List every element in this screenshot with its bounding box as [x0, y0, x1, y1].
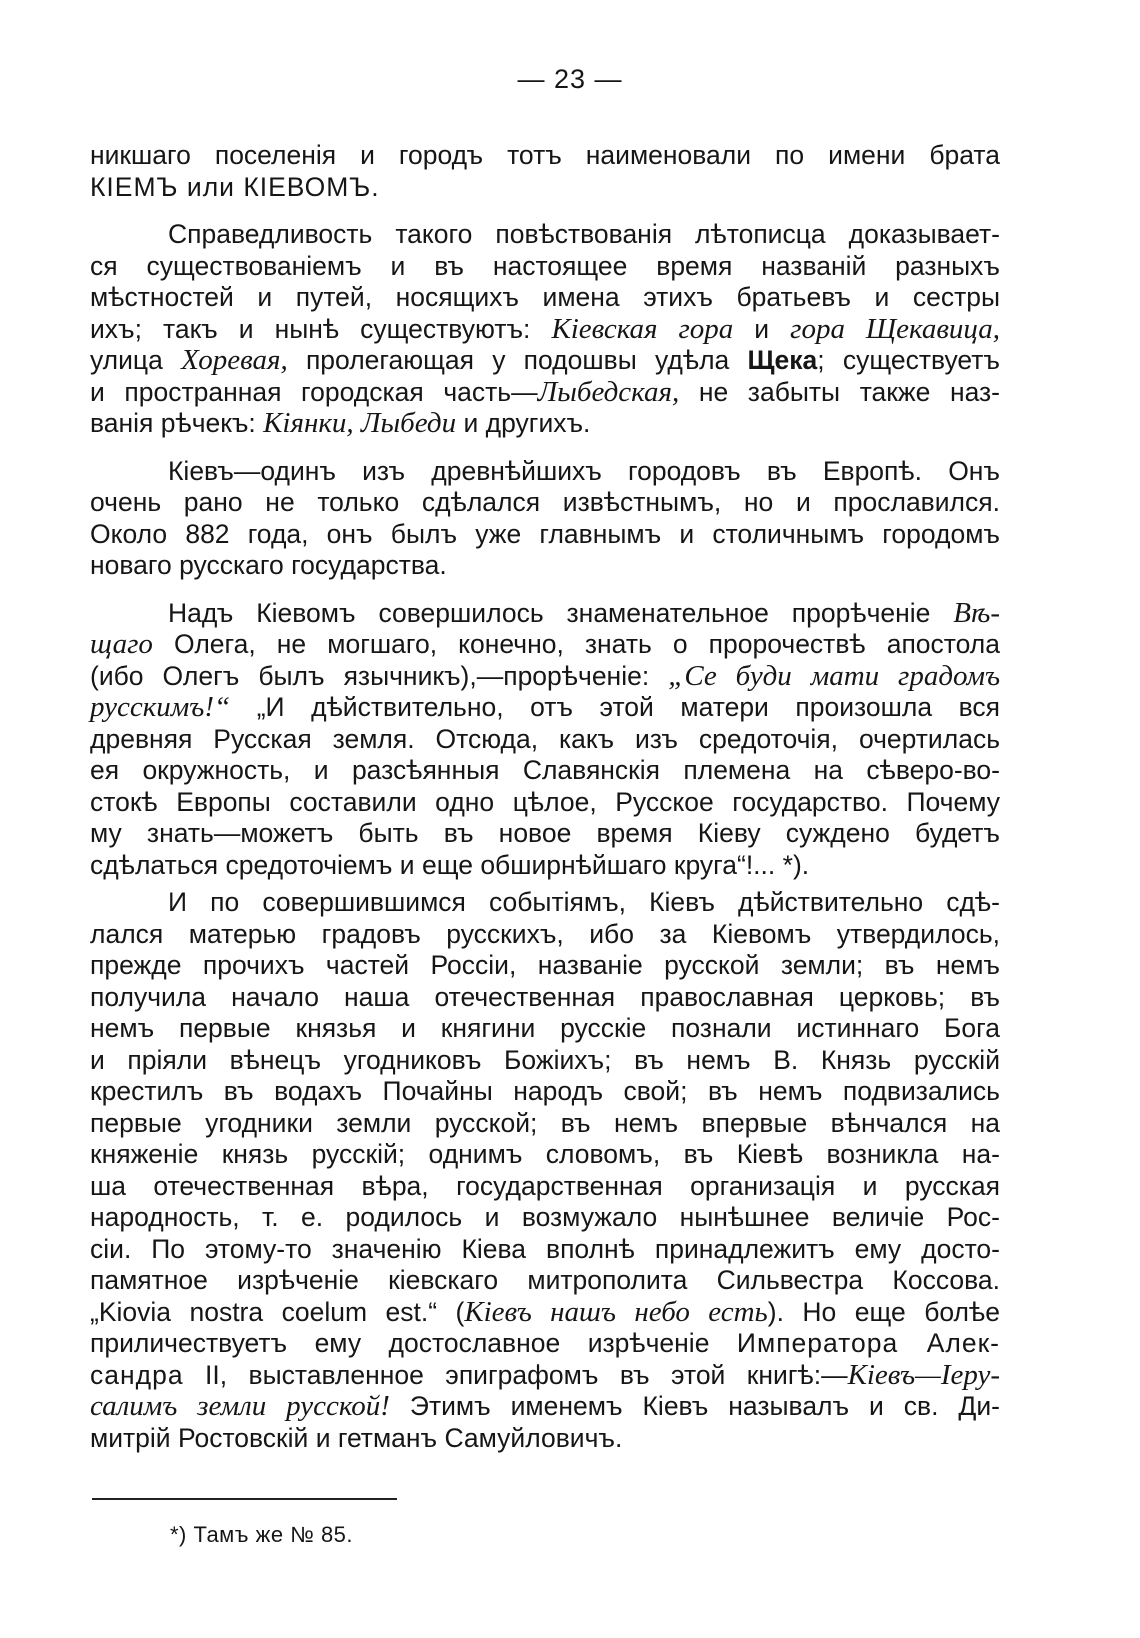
text-run: Этимъ именемъ Кіевъ называлъ и св. Ди-	[389, 1391, 1000, 1421]
emphasis-text: щаго	[90, 628, 153, 660]
text-run: (ибо Олегъ былъ язычникъ),—прорѣченіе:	[90, 660, 669, 691]
paragraph-2	[90, 219, 1000, 440]
text-line: очень рано не только сдѣлался извѣстнымъ, но и прославился.	[90, 487, 1000, 517]
text-line	[90, 377, 1000, 409]
emphasis-text: гора Щекавица,	[790, 312, 1001, 345]
paragraph-5	[90, 887, 1000, 1454]
text-line: мѣстностей и путей, носящихъ имена этихъ братьевъ и сестры	[90, 282, 1000, 312]
text-line	[90, 345, 1000, 377]
text-run: улица	[90, 345, 182, 375]
small-caps-text: сандра	[90, 1359, 184, 1390]
text-line: ся существованіемъ и въ настоящее время названій разныхъ	[90, 250, 1000, 281]
text-line	[90, 1328, 1000, 1360]
text-line: немъ первые князья и княгини русскіе познали истиннаго Бога	[90, 1013, 1000, 1043]
text-line	[90, 1360, 1000, 1392]
text-line: КІЕМЪ или КІЕВОМЪ.	[90, 171, 380, 202]
text-line: ея окружность, и разсѣянныя Славянскія племена на сѣверо-во-	[90, 755, 1000, 785]
text-line: сдѣлаться средоточіемъ и еще обширнѣйшаго круга“!... *).	[90, 849, 810, 880]
text-run: и другихъ.	[456, 408, 591, 438]
text-line: и пріяли вѣнецъ угодниковъ Божіихъ; въ немъ В. Князь русскій	[90, 1044, 1000, 1075]
emphasis-text: Кіевская гора	[551, 312, 734, 345]
text-line: никшаго поселенія и городъ тотъ наименовали по имени брата	[90, 140, 1000, 170]
emphasis-text: Кіянки, Лыбеди	[263, 407, 457, 439]
text-line: митрій Ростовскій и гетманъ Самуйловичъ.	[90, 1422, 623, 1453]
text-line: сіи. По этому-то значенію Кіева вполнѣ принадлежитъ ему досто-	[90, 1233, 1000, 1264]
text-run: не забыты также наз-	[679, 376, 1000, 407]
text-line: новаго русскаго государства.	[90, 550, 447, 580]
text-run: Надъ Кіевомъ совершилось знаменательное прорѣченіе	[168, 597, 954, 628]
page-number: — 23 —	[517, 64, 623, 94]
text-line: народность, т. е. родилось и возмужало нынѣшнее величіе Рос-	[90, 1202, 1000, 1232]
text-line: крестилъ въ водахъ Почайны народъ свой; въ немъ подвизались	[90, 1076, 1000, 1106]
emphasis-text: Вѣ-	[953, 596, 1000, 629]
text-run: II, выставленное эпиграфомъ въ этой книгѣ:—	[183, 1359, 848, 1390]
paragraph-3	[90, 456, 1000, 582]
text-run: Олега, не могшаго, конечно, знать о пророчествѣ апостола	[152, 629, 1000, 659]
text-line: первые угодники земли русской; въ немъ впервые вѣнчался на	[90, 1107, 1000, 1138]
emphasis-text: салимъ земли русской!	[90, 1390, 390, 1422]
text-line: Кіевъ—одинъ изъ древнѣйшихъ городовъ въ Европѣ. Онъ	[168, 455, 1000, 486]
text-line: Справедливость такого повѣствованія лѣтописца доказывает-	[168, 219, 1000, 249]
text-line: получила начало наша отечественная православная церковь; въ	[90, 981, 1000, 1012]
text-run: ихъ; такъ и нынѣ существуютъ:	[90, 313, 552, 344]
small-caps-text: Императора Алек-	[736, 1328, 1000, 1358]
body-text	[90, 140, 1000, 1454]
text-line: Около 882 года, онъ былъ уже главнымъ и столичнымъ городомъ	[90, 518, 1000, 549]
text-line: И по совершившимся событіямъ, Кіевъ дѣйствительно сдѣ-	[168, 887, 1000, 917]
emphasis-text: Хоревая,	[181, 344, 288, 376]
emphasis-text: Лыбедская,	[537, 375, 680, 408]
text-line: прежде прочихъ частей Россіи, названіе русской земли; въ немъ	[90, 950, 1000, 980]
emphasis-text: „Се буди мати градомъ	[668, 659, 1000, 692]
text-line	[90, 408, 1000, 440]
text-run: приличествуетъ ему достославное изрѣченіе	[90, 1328, 737, 1358]
emphasis-text: Кіевъ—Іеру-	[847, 1358, 1000, 1391]
text-run: и пространная городская часть—	[90, 376, 538, 407]
text-run: ; существуетъ	[817, 345, 1000, 375]
text-run: пролегающая у подошвы удѣла	[287, 345, 748, 375]
emphasis-text: русскимъ!“	[90, 691, 231, 723]
text-line	[90, 1391, 1000, 1423]
emphasis-text: Кіевъ нашъ небо есть	[464, 1295, 768, 1328]
text-run: „Kiovia nostra coelum est.“ (	[90, 1296, 465, 1327]
footnote-divider	[92, 1498, 397, 1500]
text-line: му знать—можетъ быть въ новое время Кіеву суждено будетъ	[90, 818, 1000, 848]
text-line	[90, 661, 1000, 693]
text-line: ша отечественная вѣра, государственная организація и русская	[90, 1170, 1000, 1201]
text-line	[90, 314, 1000, 346]
paragraph-4	[90, 598, 1000, 882]
text-line: княженіе князь русскій; однимъ словомъ, въ Кіевѣ возникла на-	[90, 1139, 1000, 1169]
text-line: лался матерью градовъ русскихъ, ибо за Кіевомъ утвердилось,	[90, 918, 1000, 949]
text-run: и	[733, 313, 791, 344]
text-line	[90, 629, 1000, 661]
text-line: памятное изрѣченіе кіевскаго митрополита Сильвестра Коссова.	[90, 1265, 1000, 1295]
text-run: „И дѣйствительно, отъ этой матери произошла вся	[230, 692, 1000, 722]
text-line	[90, 598, 1000, 630]
footnote: *) Тамъ же № 85.	[170, 1522, 354, 1547]
text-line	[90, 1297, 1000, 1329]
text-line: стокѣ Европы составили одно цѣлое, Русское государство. Почему	[90, 786, 1000, 817]
paragraph-1	[90, 140, 1000, 203]
text-line: древняя Русская земля. Отсюда, какъ изъ средоточія, очертилась	[90, 723, 1000, 754]
text-run: ). Но еще болѣе	[767, 1296, 1000, 1327]
text-line	[90, 692, 1000, 724]
bold-text: Щека	[747, 345, 818, 375]
text-run: ванія рѣчекъ:	[90, 408, 264, 438]
